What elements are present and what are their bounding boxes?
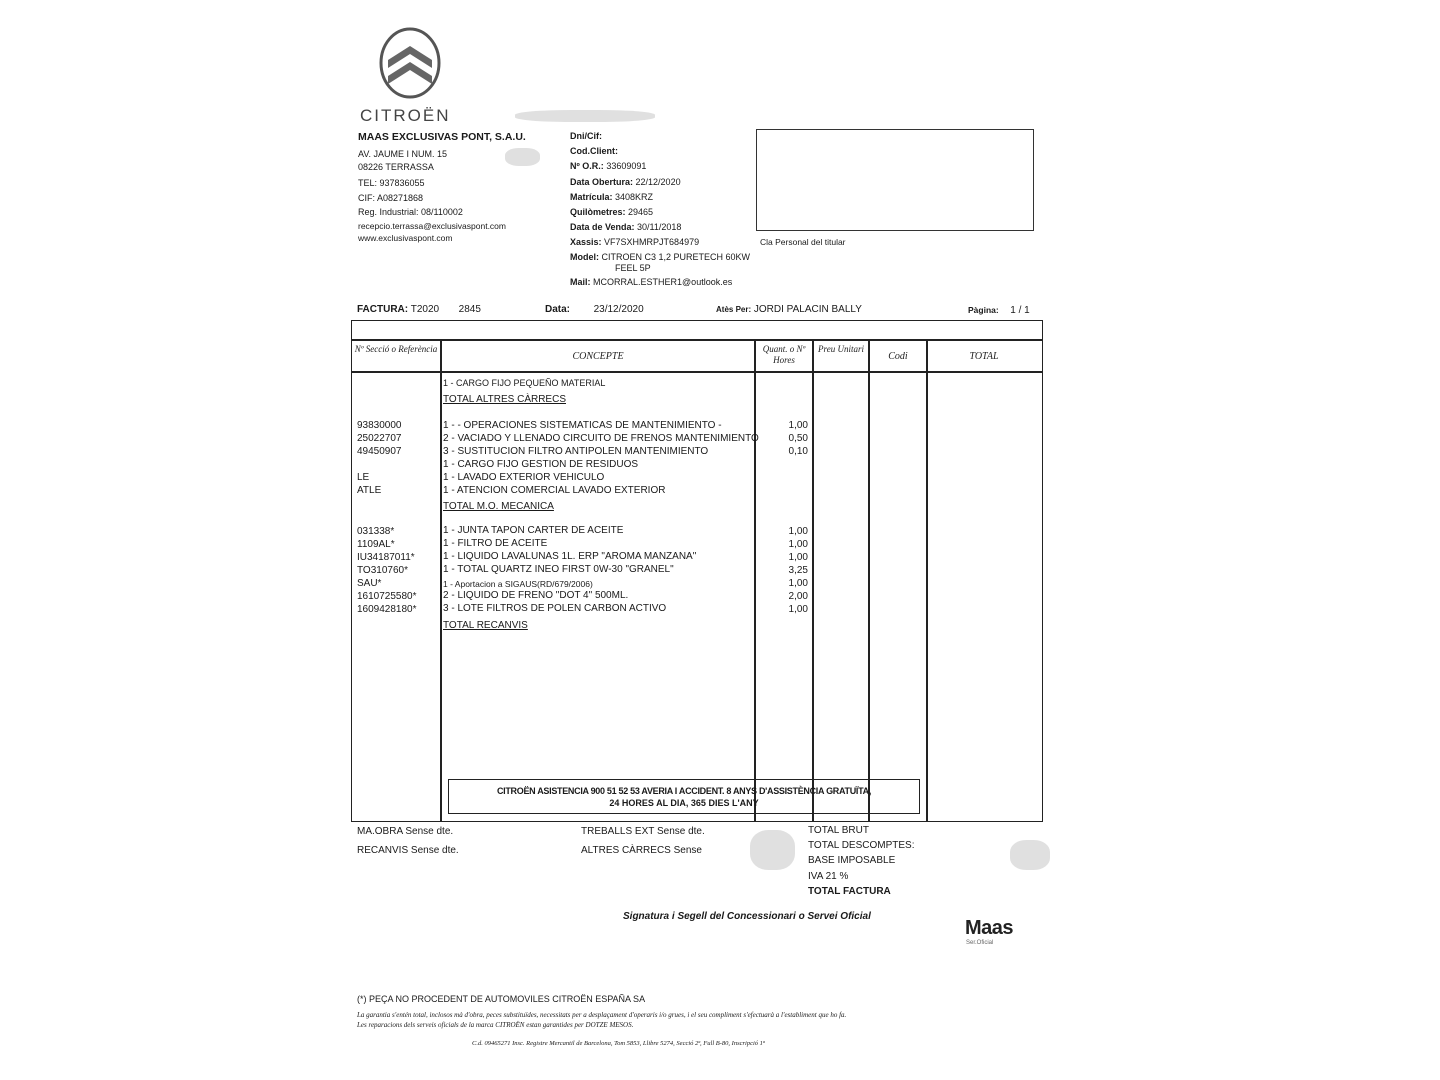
line-item-desc: 1 - Aportacion a SIGAUS(RD/679/2006) bbox=[443, 579, 593, 589]
line-item-desc: 1 - CARGO FIJO GESTION DE RESIDUOS bbox=[443, 459, 639, 470]
other-charges-label: ALTRES CÀRRECS Sense bbox=[581, 845, 702, 856]
page-value: 1 / 1 bbox=[1010, 305, 1030, 316]
signature-caption: Signatura i Segell del Concessionari o Servei Oficial bbox=[623, 911, 871, 922]
total-discounts-label: TOTAL DESCOMPTES: bbox=[808, 840, 915, 851]
invoice-date-label: Data: bbox=[545, 304, 571, 315]
line-item-ref: LE bbox=[357, 472, 370, 483]
section-total-label: TOTAL RECANVIS bbox=[443, 620, 528, 631]
col-divider-concept bbox=[754, 339, 756, 821]
dealer-email: recepcio.terrassa@exclusivaspont.com bbox=[358, 221, 506, 231]
labour-discount-label: MA.OBRA Sense dte. bbox=[357, 826, 454, 837]
line-item-qty: 1,00 bbox=[788, 420, 808, 431]
line-item-qty: 0,10 bbox=[788, 446, 808, 457]
line-item-desc: 3 - LOTE FILTROS DE POLEN CARBON ACTIVO bbox=[443, 603, 667, 614]
dealer-city: 08226 TERRASSA bbox=[358, 162, 434, 172]
line-item-ref: TO310760* bbox=[357, 565, 408, 576]
assistance-box bbox=[448, 779, 920, 814]
citroen-chevron-logo-icon bbox=[378, 26, 442, 100]
sale-date-label: Data de Venda: bbox=[570, 222, 635, 232]
col-divider-price bbox=[868, 339, 870, 821]
opening-date-value: 22/12/2020 bbox=[635, 177, 681, 187]
line-item-desc: 1 - - OPERACIONES SISTEMATICAS DE MANTENIMIENTO - bbox=[443, 420, 722, 431]
line-item-qty: 1,00 bbox=[788, 604, 808, 615]
line-item-desc: 2 - LIQUIDO DE FRENO "DOT 4" 500ML. bbox=[443, 590, 629, 601]
line-item-desc: 1 - JUNTA TAPON CARTER DE ACEITE bbox=[443, 525, 624, 536]
mail-value: MCORRAL.ESTHER1@outlook.es bbox=[593, 277, 733, 287]
model-trim-value: FEEL 5P bbox=[615, 263, 651, 273]
section-total-label: TOTAL ALTRES CÀRRECS bbox=[443, 394, 566, 405]
section-total-label: TOTAL M.O. MECANICA bbox=[443, 501, 554, 512]
line-item-qty: 1,00 bbox=[788, 552, 808, 563]
invoice-date-value: 23/12/2020 bbox=[593, 304, 644, 315]
dealer-web: www.exclusivaspont.com bbox=[358, 233, 453, 243]
line-item-desc: 1 - LIQUIDO LAVALUNAS 1L. ERP "AROMA MANZANA" bbox=[443, 551, 697, 562]
line-item-ref: IU34187011* bbox=[357, 552, 415, 563]
line-item-desc: 1 - TOTAL QUARTZ INEO FIRST 0W-30 "GRANEL" bbox=[443, 564, 674, 575]
scan-smudge bbox=[515, 110, 655, 122]
line-item-desc: 2 - VACIADO Y LLENADO CIRCUITO DE FRENOS MANTENIMIENTO bbox=[443, 433, 759, 444]
scan-smudge bbox=[505, 148, 540, 166]
line-item-desc: 3 - SUSTITUCION FILTRO ANTIPOLEN MANTENIMIENTO bbox=[443, 446, 709, 457]
model-value: CITROEN C3 1,2 PURETECH 60KW bbox=[601, 252, 751, 262]
mileage-value: 29465 bbox=[628, 207, 654, 217]
factura-series: T2020 bbox=[410, 304, 440, 315]
attended-by-value: JORDI PALACIN BALLY bbox=[753, 304, 862, 315]
header-ref: Nº Secció o Referència bbox=[354, 344, 438, 354]
header-price: Preu Unitari bbox=[818, 344, 864, 354]
maas-logo-subtitle: Ser.Oficial bbox=[966, 940, 994, 946]
assistance-line-1: CITROËN ASISTENCIA 900 51 52 53 AVERIA I ACCIDENT. 8 ANYS D'ASSISTÈNCIA GRATUÏTA, bbox=[496, 786, 872, 796]
total-gross-label: TOTAL BRUT bbox=[808, 825, 869, 836]
external-work-label: TREBALLS EXT Sense dte. bbox=[581, 826, 705, 837]
mail-label: Mail: bbox=[570, 277, 591, 287]
legal-text-line-2: Les reparacions dels serveis oficials de la marca CITROËN estan garantides per DOTZE MESOS. bbox=[357, 1021, 634, 1029]
taxable-base-label: BASE IMPOSABLE bbox=[808, 855, 896, 866]
line-item-ref: ATLE bbox=[357, 485, 382, 496]
total-invoice-label: TOTAL FACTURA bbox=[808, 886, 891, 897]
parts-discount-label: RECANVIS Sense dte. bbox=[357, 845, 459, 856]
personal-key-label: Cla Personal del titular bbox=[760, 237, 846, 247]
line-item-desc: 1 - CARGO FIJO PEQUEÑO MATERIAL bbox=[443, 378, 606, 388]
registry-text: C.d. 09465271 Insc. Registre Mercantil de Barcelona, Tom 5853, Llibre 5274, Secció 2ª, Full B-80, Inscripció 1ª bbox=[472, 1040, 765, 1047]
col-divider-ref bbox=[440, 339, 442, 821]
line-item-ref: 1109AL* bbox=[357, 539, 395, 550]
factura-number: 2845 bbox=[458, 304, 481, 315]
dni-label: Dni/Cif: bbox=[570, 131, 602, 141]
line-item-qty: 1,00 bbox=[788, 539, 808, 550]
dealer-cif: CIF: A08271868 bbox=[358, 193, 424, 203]
plate-value: 3408KRZ bbox=[615, 192, 654, 202]
line-item-qty: 2,00 bbox=[788, 591, 808, 602]
line-item-desc: 1 - LAVADO EXTERIOR VEHICULO bbox=[443, 472, 605, 483]
or-number-value: 33609091 bbox=[606, 161, 647, 171]
attended-by-label: Atès Per: bbox=[716, 305, 752, 314]
mileage-label: Quilòmetres: bbox=[570, 207, 626, 217]
assistance-line-2: 24 HORES AL DIA, 365 DIES L'ANY bbox=[609, 798, 759, 808]
maas-logo: Maas bbox=[965, 917, 1014, 939]
line-item-ref: 1610725580* bbox=[357, 591, 417, 602]
line-item-desc: 1 - ATENCION COMERCIAL LAVADO EXTERIOR bbox=[443, 485, 666, 496]
factura-label: FACTURA: bbox=[357, 304, 409, 315]
line-item-ref: 031338* bbox=[357, 526, 395, 537]
chassis-label: Xassis: bbox=[570, 237, 602, 247]
header-total: TOTAL bbox=[969, 351, 999, 362]
client-address-box bbox=[756, 129, 1034, 231]
non-origin-parts-note: (*) PEÇA NO PROCEDENT DE AUTOMOVILES CITROËN ESPAÑA SA bbox=[357, 994, 646, 1004]
line-item-qty: 1,00 bbox=[788, 526, 808, 537]
or-number-label: Nº O.R.: bbox=[570, 161, 604, 171]
header-qty: Quant. o Nº Hores bbox=[762, 344, 806, 365]
table-header-rule bbox=[351, 371, 1043, 373]
client-code-label: Cod.Client: bbox=[570, 146, 618, 156]
legal-text-line-1: La garantia s'entén total, inclosos mà d'obra, peces substituïdes, necessitats per a desplaçament d'operaris i/o grues, i el seu compliment s'efectuarà a l'establiment que ho fa. bbox=[357, 1011, 847, 1019]
scan-smudge bbox=[750, 830, 795, 870]
line-item-ref: 25022707 bbox=[357, 433, 402, 444]
citroen-wordmark: CITROËN bbox=[360, 106, 451, 125]
scan-smudge bbox=[1010, 840, 1050, 870]
page-label: Pàgina: bbox=[968, 305, 999, 315]
dealer-address: AV. JAUME I NUM. 15 bbox=[358, 149, 448, 159]
line-item-qty: 0,50 bbox=[788, 433, 808, 444]
sale-date-value: 30/11/2018 bbox=[637, 222, 682, 232]
opening-date-label: Data Obertura: bbox=[570, 177, 634, 187]
dealer-reg: Reg. Industrial: 08/110002 bbox=[358, 207, 463, 217]
model-label: Model: bbox=[570, 252, 599, 262]
col-divider-qty bbox=[812, 339, 814, 821]
line-item-ref: 49450907 bbox=[357, 446, 402, 457]
table-top-rule bbox=[351, 339, 1043, 341]
header-concept: CONCEPTE bbox=[572, 351, 624, 362]
dealer-tel: TEL: 937836055 bbox=[358, 178, 425, 188]
line-item-qty: 3,25 bbox=[788, 565, 808, 576]
chassis-value: VF7SXHMRPJT684979 bbox=[604, 237, 700, 247]
line-item-ref: 1609428180* bbox=[357, 604, 417, 615]
header-code: Codi bbox=[888, 351, 908, 362]
dealer-name: MAAS EXCLUSIVAS PONT, S.A.U. bbox=[358, 131, 526, 143]
line-item-ref: SAU* bbox=[357, 578, 382, 589]
line-item-qty: 1,00 bbox=[788, 578, 808, 589]
col-divider-code bbox=[926, 339, 928, 821]
line-item-desc: 1 - FILTRO DE ACEITE bbox=[443, 538, 548, 549]
vat-label: IVA 21 % bbox=[808, 871, 849, 882]
line-item-ref: 93830000 bbox=[357, 420, 402, 431]
plate-label: Matrícula: bbox=[570, 192, 613, 202]
